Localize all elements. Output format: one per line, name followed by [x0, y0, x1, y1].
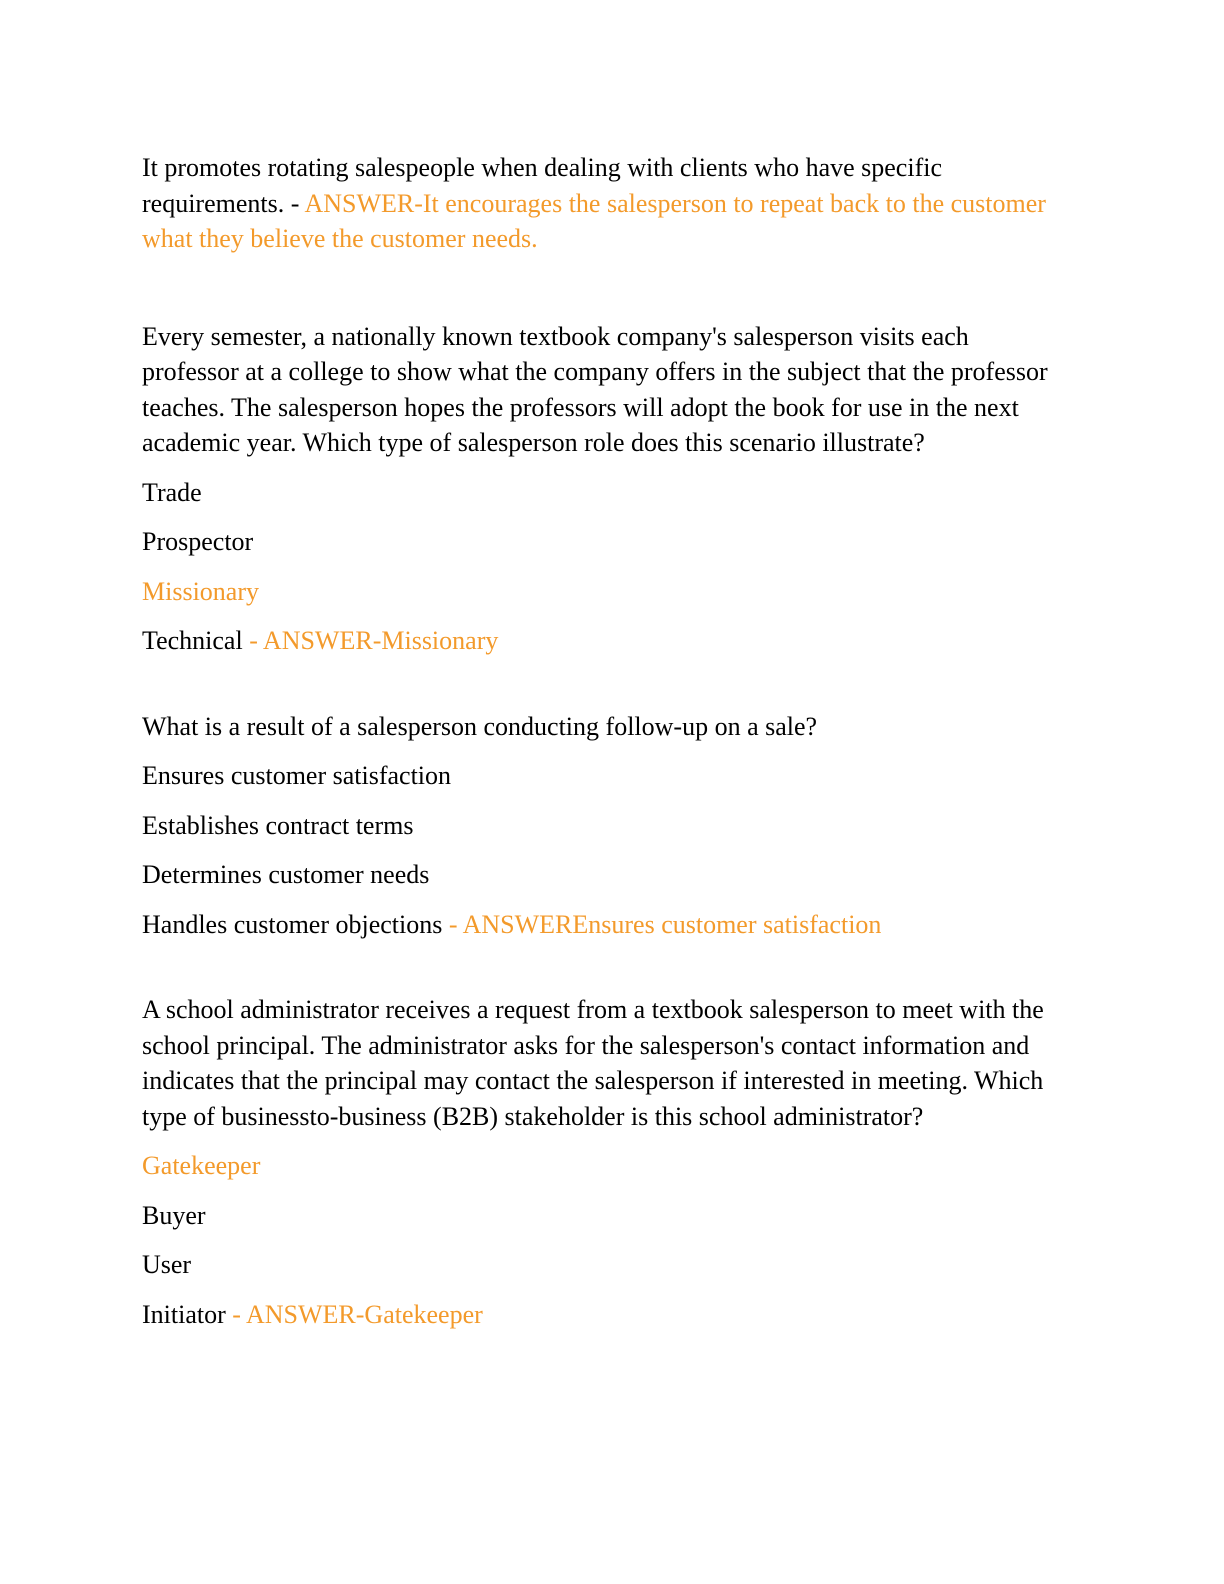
spacer [142, 673, 1072, 709]
answer-separator: - [225, 1299, 246, 1329]
question-4-option-2: Buyer [142, 1200, 206, 1230]
question-4-option-4-line [142, 1297, 1072, 1333]
question-3-option-4-line [142, 907, 1072, 943]
question-1-answer: ANSWER-It encourages the salesperson to repeat back to the customer what they believe the customer needs. [142, 188, 1046, 253]
question-3-answer: ANSWEREnsures customer satisfaction [462, 909, 882, 939]
answer-separator: - [442, 909, 463, 939]
question-3-option-2: Establishes contract terms [142, 810, 414, 840]
answer-separator: - [242, 626, 263, 655]
question-4-answer: ANSWER-Gatekeeper [246, 1299, 483, 1329]
question-2-option-4: Technical [142, 626, 243, 655]
question-3-option-1: Ensures customer satisfaction [142, 761, 452, 790]
question-3-option-4: Handles customer objections [142, 909, 443, 939]
spacer [142, 271, 1072, 319]
question-4-text: A school administrator receives a request from a textbook salesperson to meet with the school principal. The administrator asks for the salesperson's contact information and indicates that the principal may contact the salesperson if interested in meeting. Which type of businessto-business (B2B) stakeholder is this school administrator? [142, 995, 1044, 1131]
question-1 [142, 150, 1072, 257]
question-2-option-1: Trade [142, 477, 202, 507]
question-4-option-3: User [142, 1250, 192, 1279]
question-2-answer: ANSWER-Missionary [262, 626, 499, 655]
spacer [142, 956, 1072, 992]
question-3-text: What is a result of a salesperson conducting follow-up on a sale? [142, 711, 818, 741]
question-4-option-1: Gatekeeper [142, 1151, 261, 1180]
question-4-option-4: Initiator [142, 1299, 226, 1329]
question-1-text: It promotes rotating salespeople when dealing with clients who have specific requirements. - [142, 153, 942, 218]
document-page [142, 150, 1072, 1346]
question-2-option-3: Missionary [142, 576, 259, 606]
question-2-option-2: Prospector [142, 527, 254, 556]
question-2-text: Every semester, a nationally known textbook company's salesperson visits each professor at a college to show what the company offers in the subject that the professor teaches. The salesperson hopes the professors will adopt the book for use in the next academic year. Which type of salesperson role does this scenario illustrate? [142, 321, 1048, 457]
question-2-option-4-line [142, 623, 1072, 659]
question-3-option-3: Determines customer needs [142, 860, 430, 889]
